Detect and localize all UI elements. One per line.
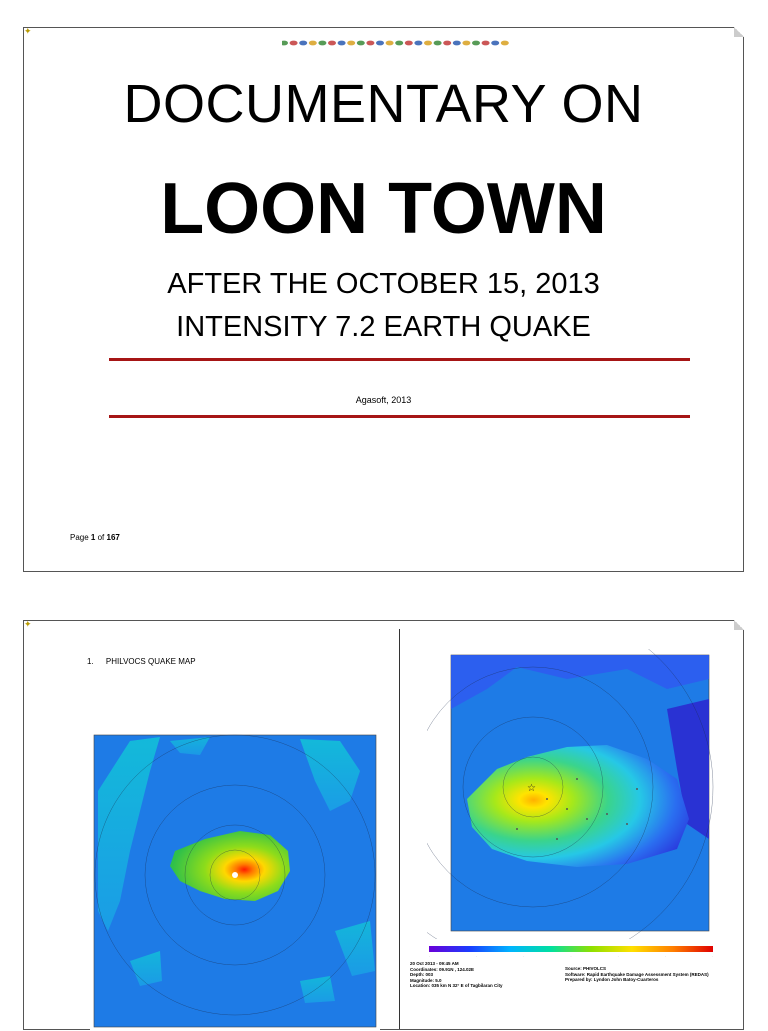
column-divider bbox=[399, 629, 400, 1029]
intensity-scale-ticks: · · · · · · · bbox=[429, 954, 713, 958]
map-info-left bbox=[410, 961, 560, 989]
document-title-line1: DOCUMENTARY ON bbox=[123, 74, 644, 134]
zoomed-quake-map-image bbox=[427, 649, 719, 939]
page-label: Page bbox=[70, 533, 89, 542]
section-heading bbox=[87, 657, 196, 666]
page-fold-icon bbox=[734, 27, 744, 37]
map-date: 20 Oct 2013 - 09:45 AM bbox=[410, 961, 459, 966]
corner-marker-icon: ✦ bbox=[24, 619, 32, 629]
author-credit: Agasoft, 2013 bbox=[355, 395, 412, 405]
page-total: 167 bbox=[106, 533, 120, 542]
map-magnitude: Magnitude: 5.0 bbox=[410, 977, 442, 983]
page-fold-icon bbox=[734, 620, 744, 630]
map-prepared-by: Prepared by: Lyndon John Batoy-Cuarteros bbox=[565, 977, 659, 983]
corner-marker-icon: ✦ bbox=[24, 26, 32, 36]
map-depth: Depth: 003 bbox=[410, 972, 434, 978]
regional-quake-map-image bbox=[90, 731, 380, 1031]
page-of-label: of bbox=[97, 533, 105, 542]
red-rule-top bbox=[109, 358, 690, 361]
map-info-right bbox=[565, 966, 735, 983]
page-number bbox=[70, 533, 120, 542]
map-source: Source: PHIVOLCS bbox=[565, 966, 607, 971]
svg-text:☆: ☆ bbox=[527, 783, 536, 794]
map-software: Software: Rapid Earthquake Damage Assessment System (REDAS) bbox=[565, 971, 709, 977]
page-current: 1 bbox=[90, 533, 96, 542]
document-title-line2: LOON TOWN bbox=[160, 169, 607, 249]
quake-map-page bbox=[23, 620, 744, 1030]
document-subtitle-line1: AFTER THE OCTOBER 15, 2013 bbox=[167, 268, 600, 300]
cover-page bbox=[23, 27, 744, 572]
intensity-color-scale bbox=[429, 946, 713, 952]
section-title: PHILVOCS QUAKE MAP bbox=[105, 657, 196, 666]
red-rule-bottom bbox=[109, 415, 690, 418]
ornament-divider-icon bbox=[282, 38, 518, 48]
map-coordinates: Coordinates: 09.91N , 124.02E bbox=[410, 966, 475, 972]
document-subtitle-line2: INTENSITY 7.2 EARTH QUAKE bbox=[176, 311, 591, 343]
section-number: 1. bbox=[87, 657, 94, 666]
map-location: Location: 035 km N 32° E of Tagbilaran City bbox=[410, 983, 503, 989]
